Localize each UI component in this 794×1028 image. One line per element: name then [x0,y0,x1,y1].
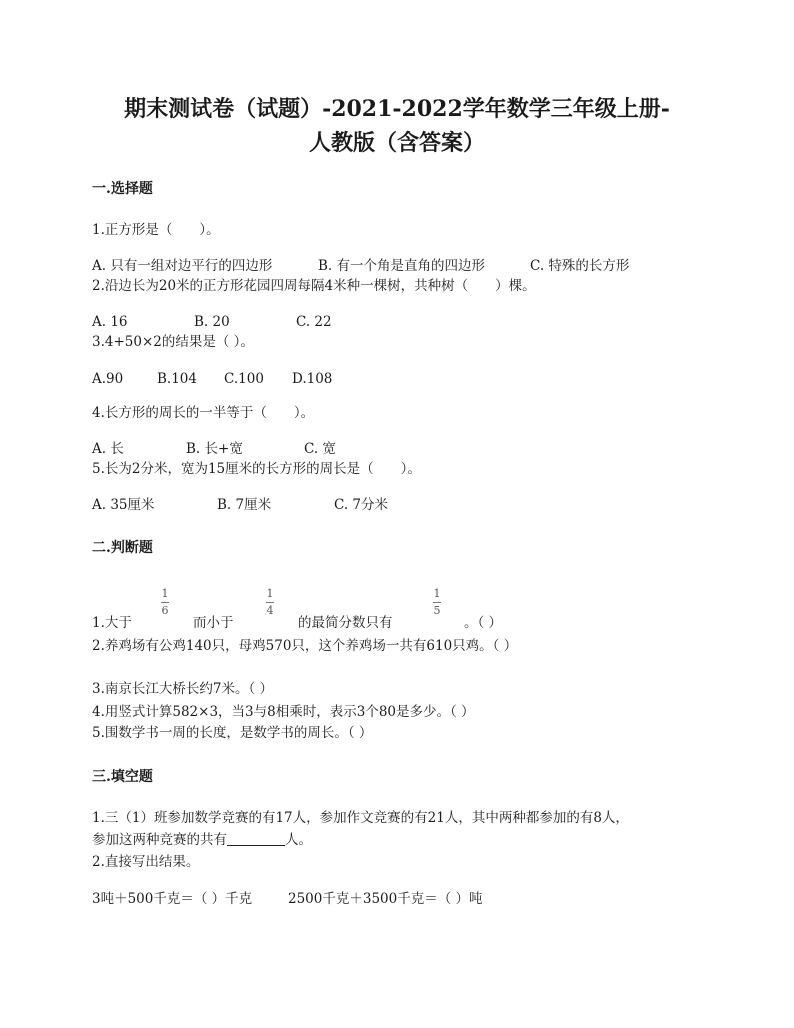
fill-q2-stem: 2.直接写出结果。 [92,854,200,870]
fraction-one-fourth [263,588,277,617]
fill-q1-unit: 人。 [285,832,312,848]
section-heading-judge: 二.判断题 [92,540,153,556]
judge-q3: 3.南京长江大桥长约7米。（ ） [92,681,274,697]
choice-q1-stem: 1.正方形是（ ）。 [92,222,220,238]
judge-q1-part1: 1.大于 [92,615,132,631]
fill-q1-text: 参加这两种竞赛的共有 [92,832,227,848]
judge-q5: 5.围数学书一周的长度，是数学书的周长。（ ） [92,725,373,741]
choice-q2-option-a: A. 16 [92,314,128,330]
fraction-bar [266,602,274,603]
fraction-one-fifth [430,588,444,617]
choice-q4-option-a: A. 长 [92,441,124,457]
choice-q5-option-b: B. 7厘米 [217,497,272,513]
document-title-line2: 人教版（含答案） [308,130,485,156]
fill-q1-line2 [92,831,312,849]
fill-q1-line1: 1.三（1）班参加数学竞赛的有17人，参加作文竞赛的有21人，其中两种都参加的有8人， [92,810,629,826]
judge-q1-part2: 而小于 [193,615,234,631]
judge-q2: 2.养鸡场有公鸡140只，母鸡570只，这个养鸡场一共有610只鸡。（ ） [92,638,518,654]
fraction-denominator: 5 [433,604,441,617]
fraction-numerator: 1 [433,587,441,600]
choice-q1-option-c: C. 特殊的长方形 [530,258,630,274]
fill-q2-expression-2: 2500千克＋3500千克＝（ ）吨 [288,891,483,907]
section-heading-fill: 三.填空题 [92,769,153,785]
fraction-numerator: 1 [161,587,169,600]
answer-blank[interactable] [227,831,285,846]
choice-q4-option-c: C. 宽 [304,441,336,457]
choice-q5-stem: 5.长为2分米，宽为15厘米的长方形的周长是（ ）。 [92,461,421,477]
fraction-bar [161,602,169,603]
judge-q4: 4.用竖式计算582×3，当3与8相乘时，表示3个80是多少。（ ） [92,704,475,720]
choice-q2-stem: 2.沿边长为20米的正方形花园四周每隔4米种一棵树，共种树（ ）棵。 [92,278,536,294]
fraction-denominator: 4 [266,604,274,617]
judge-q1-part4: 。（ ） [464,615,503,631]
choice-q3-option-b: B.104 [157,371,197,387]
document-title-line1: 期末测试卷（试题）-2021-2022学年数学三年级上册- [124,96,670,122]
fill-q2-expression-1: 3吨＋500千克＝（ ）千克 [92,891,253,907]
choice-q3-option-d: D.108 [292,371,333,387]
fraction-numerator: 1 [266,587,274,600]
judge-q1-part3: 的最简分数只有 [298,615,393,631]
choice-q4-option-b: B. 长+宽 [186,441,243,457]
choice-q3-option-a: A.90 [92,371,124,387]
choice-q1-option-a: A. 只有一组对边平行的四边形 [92,258,273,274]
choice-q1-option-b: B. 有一个角是直角的四边形 [318,258,486,274]
choice-q3-option-c: C.100 [224,371,264,387]
choice-q5-option-a: A. 35厘米 [92,497,155,513]
choice-q2-option-b: B. 20 [194,314,230,330]
section-heading-choice: 一.选择题 [92,181,153,197]
fraction-bar [433,602,441,603]
choice-q3-stem: 3.4+50×2的结果是（ ）。 [92,334,254,350]
choice-q5-option-c: C. 7分米 [334,497,389,513]
fraction-one-sixth [158,588,172,617]
fraction-denominator: 6 [161,604,169,617]
choice-q2-option-c: C. 22 [296,314,332,330]
choice-q4-stem: 4.长方形的周长的一半等于（ ）。 [92,405,315,421]
